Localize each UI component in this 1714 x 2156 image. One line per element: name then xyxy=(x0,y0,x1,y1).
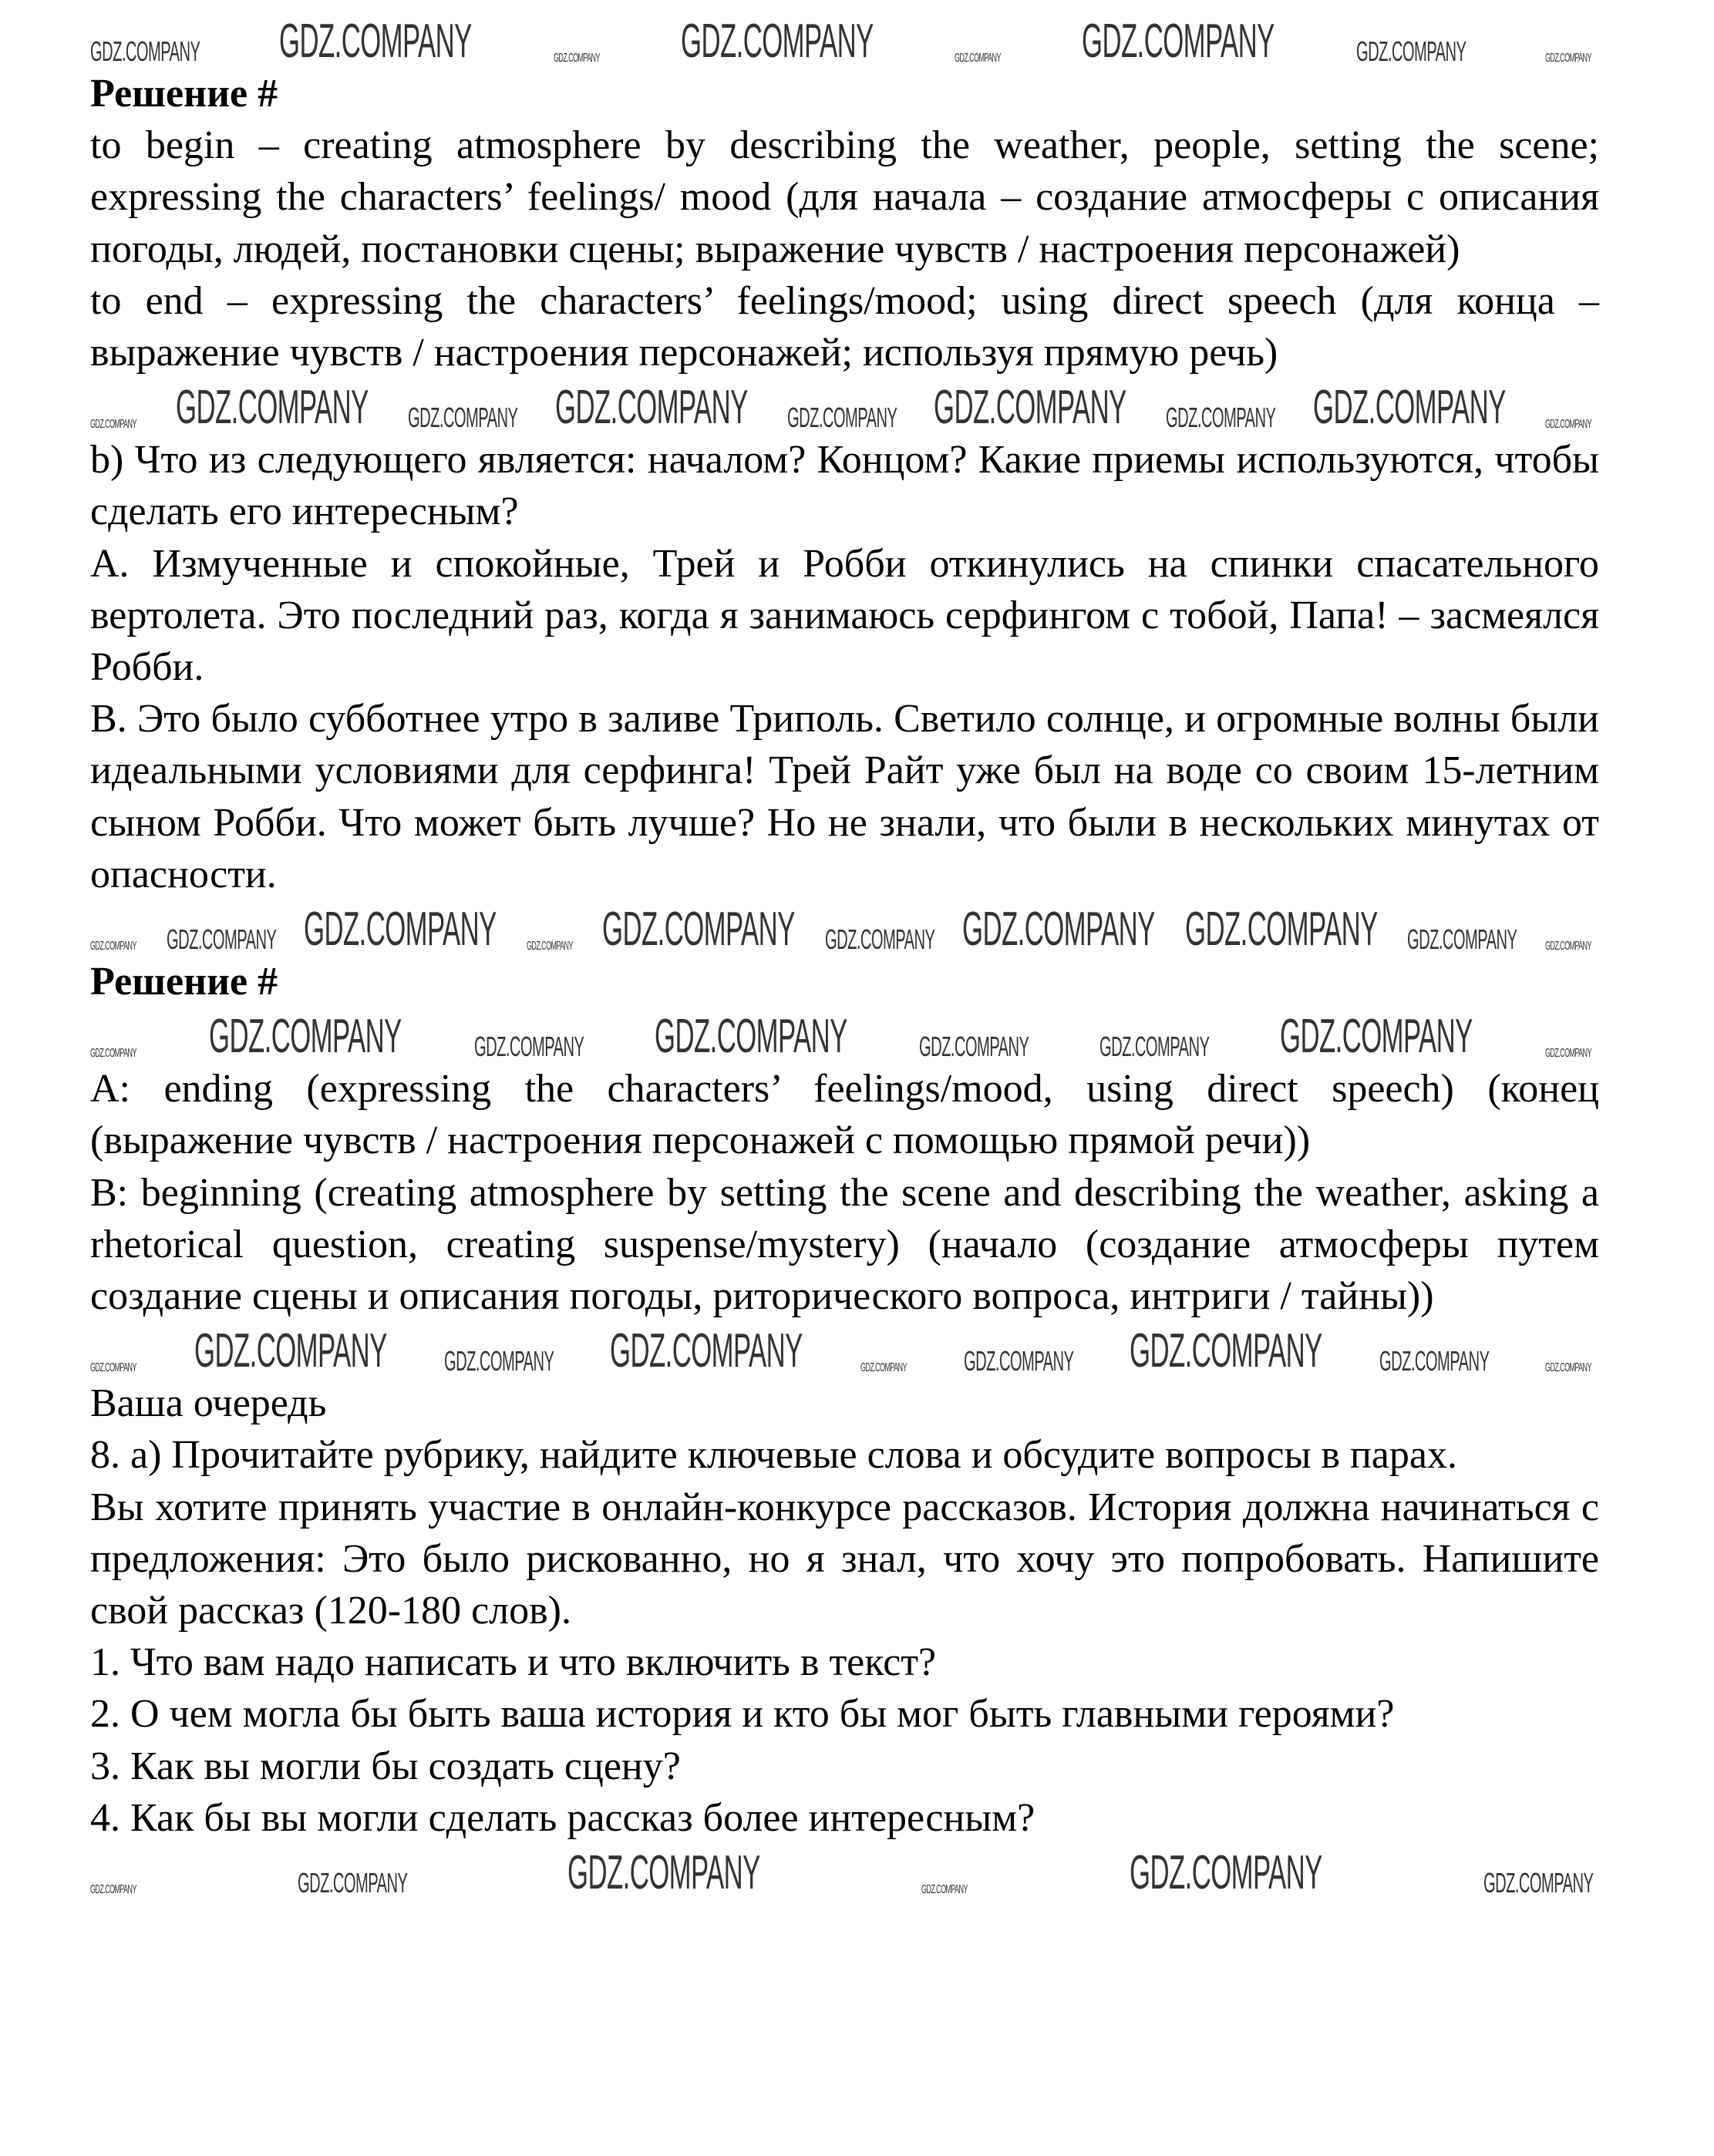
task-b-question: b) Что из следующего является: началом? Концом? Какие приемы используются, чтобы сделать его интересным? xyxy=(90,438,1599,534)
watermark: GDZ.COMPANY xyxy=(304,903,497,957)
watermark: GDZ.COMPANY xyxy=(407,402,518,434)
watermark-row xyxy=(90,903,1599,957)
watermark-row xyxy=(90,1324,1599,1378)
watermark: GDZ.COMPANY xyxy=(1545,1361,1591,1375)
your-turn-heading: Ваша очередь xyxy=(90,1381,327,1426)
watermark: GDZ.COMPANY xyxy=(680,15,874,68)
watermark: GDZ.COMPANY xyxy=(166,923,276,956)
watermark: GDZ.COMPANY xyxy=(567,1846,760,1900)
task-prompt: Вы хотите принять участие в онлайн-конкурсе рассказов. История должна начинаться с предложения: Это было рискованно, но я знал, что хочу это попробовать. Напишите свой рассказ (120-180 слов). xyxy=(90,1485,1599,1633)
watermark: GDZ.COMPANY xyxy=(1313,381,1506,435)
watermark: GDZ.COMPANY xyxy=(90,35,200,67)
question-2: 2. О чем могла бы быть ваша история и кто бы мог быть главными героями? xyxy=(90,1692,1395,1737)
watermark: GDZ.COMPANY xyxy=(473,1031,584,1063)
watermark: GDZ.COMPANY xyxy=(1483,1867,1594,1899)
watermark: GDZ.COMPANY xyxy=(1544,940,1591,954)
paragraph-to-end: to end – expressing the characters’ feelings/mood; using direct speech (для конца – выражение чувств / настроения персонажей; используя прямую речь) xyxy=(90,278,1599,375)
watermark: GDZ.COMPANY xyxy=(919,1031,1029,1063)
watermark: GDZ.COMPANY xyxy=(934,381,1127,435)
watermark: GDZ.COMPANY xyxy=(602,903,795,957)
watermark: GDZ.COMPANY xyxy=(654,1010,847,1064)
watermark: GDZ.COMPANY xyxy=(279,15,473,68)
watermark: GDZ.COMPANY xyxy=(786,402,897,434)
section-2-body xyxy=(90,1063,1599,1322)
section-2 xyxy=(90,956,1599,1007)
watermark: GDZ.COMPANY xyxy=(1184,903,1378,957)
section-2-heading: Решение # xyxy=(90,960,278,1004)
watermark: GDZ.COMPANY xyxy=(1355,35,1466,67)
watermark-row xyxy=(90,1010,1599,1064)
watermark: GDZ.COMPANY xyxy=(1280,1010,1473,1064)
watermark: GDZ.COMPANY xyxy=(955,52,1002,65)
watermark: GDZ.COMPANY xyxy=(1544,1047,1591,1061)
watermark: GDZ.COMPANY xyxy=(526,940,573,954)
question-4: 4. Как бы вы могли сделать рассказ более интересным? xyxy=(90,1795,1035,1840)
watermark: GDZ.COMPANY xyxy=(962,903,1156,957)
watermark: GDZ.COMPANY xyxy=(921,1883,968,1897)
watermark: GDZ.COMPANY xyxy=(964,1345,1074,1377)
watermark: GDZ.COMPANY xyxy=(208,1010,402,1064)
watermark: GDZ.COMPANY xyxy=(90,940,136,954)
watermark: GDZ.COMPANY xyxy=(554,381,748,435)
answer-a: A: ending (expressing the characters’ feelings/mood, using direct speech) (конец (выражение чувств / настроения персонажей с помощью прямой речи)) xyxy=(90,1067,1599,1163)
watermark: GDZ.COMPANY xyxy=(298,1867,408,1899)
watermark: GDZ.COMPANY xyxy=(1129,1324,1322,1378)
watermark-row xyxy=(90,1846,1599,1900)
watermark: GDZ.COMPANY xyxy=(90,1361,136,1375)
watermark: GDZ.COMPANY xyxy=(824,923,935,956)
section-1 xyxy=(90,68,1599,378)
question-3: 3. Как вы могли бы создать сцену? xyxy=(90,1744,681,1788)
excerpt-a: A. Измученные и спокойные, Трей и Робби откинулись на спинки спасательного вертолета. Это последний раз, когда я занимаюсь серфингом с тобой, Папа! – засмеялся Робби. xyxy=(90,541,1599,690)
watermark: GDZ.COMPANY xyxy=(1407,923,1517,956)
watermark: GDZ.COMPANY xyxy=(1129,1846,1322,1900)
excerpt-b: B. Это было субботнее утро в заливе Триполь. Светило солнце, и огромные волны были идеальными условиями для серфинга! Трей Райт уже был на воде со своим 15-летним сыном Робби. Что может быть лучше? Но не знали, что были в нескольких минутах от опасности. xyxy=(90,697,1599,896)
watermark: GDZ.COMPANY xyxy=(90,1047,136,1061)
watermark: GDZ.COMPANY xyxy=(90,418,136,432)
watermark: GDZ.COMPANY xyxy=(444,1345,554,1377)
watermark: GDZ.COMPANY xyxy=(90,1883,136,1897)
watermark: GDZ.COMPANY xyxy=(860,1361,907,1375)
section-1-heading: Решение # xyxy=(90,72,278,116)
paragraph-to-begin: to begin – creating atmosphere by describing the weather, people, setting the scene; expressing the characters’ feelings/ mood (для начала – создание атмосферы с описания погоды, людей, постановки сцены; выражение чувств / настроения персонажей) xyxy=(90,123,1599,271)
task-b xyxy=(90,434,1599,900)
watermark: GDZ.COMPANY xyxy=(175,381,369,435)
watermark: GDZ.COMPANY xyxy=(553,52,600,65)
watermark: GDZ.COMPANY xyxy=(1082,15,1275,68)
watermark: GDZ.COMPANY xyxy=(194,1324,387,1378)
watermark: GDZ.COMPANY xyxy=(1379,1345,1490,1377)
watermark-row xyxy=(90,15,1599,68)
watermark-row xyxy=(90,381,1599,435)
watermark: GDZ.COMPANY xyxy=(1544,52,1591,65)
watermark: GDZ.COMPANY xyxy=(1099,1031,1210,1063)
watermark: GDZ.COMPANY xyxy=(1166,402,1276,434)
watermark: GDZ.COMPANY xyxy=(1545,418,1591,432)
page xyxy=(90,12,1599,1899)
answer-b: B: beginning (creating atmosphere by setting the scene and describing the weather, asking a rhetorical question, creating suspense/mystery) (начало (создание атмосферы путем создание сцены и описания погоды, риторического вопроса, интриги / тайны)) xyxy=(90,1170,1599,1319)
question-1: 1. Что вам надо написать и что включить в текст? xyxy=(90,1640,937,1685)
watermark: GDZ.COMPANY xyxy=(609,1324,803,1378)
task-8a: 8. a) Прочитайте рубрику, найдите ключевые слова и обсудите вопросы в парах. xyxy=(90,1433,1457,1478)
your-turn xyxy=(90,1377,1599,1844)
